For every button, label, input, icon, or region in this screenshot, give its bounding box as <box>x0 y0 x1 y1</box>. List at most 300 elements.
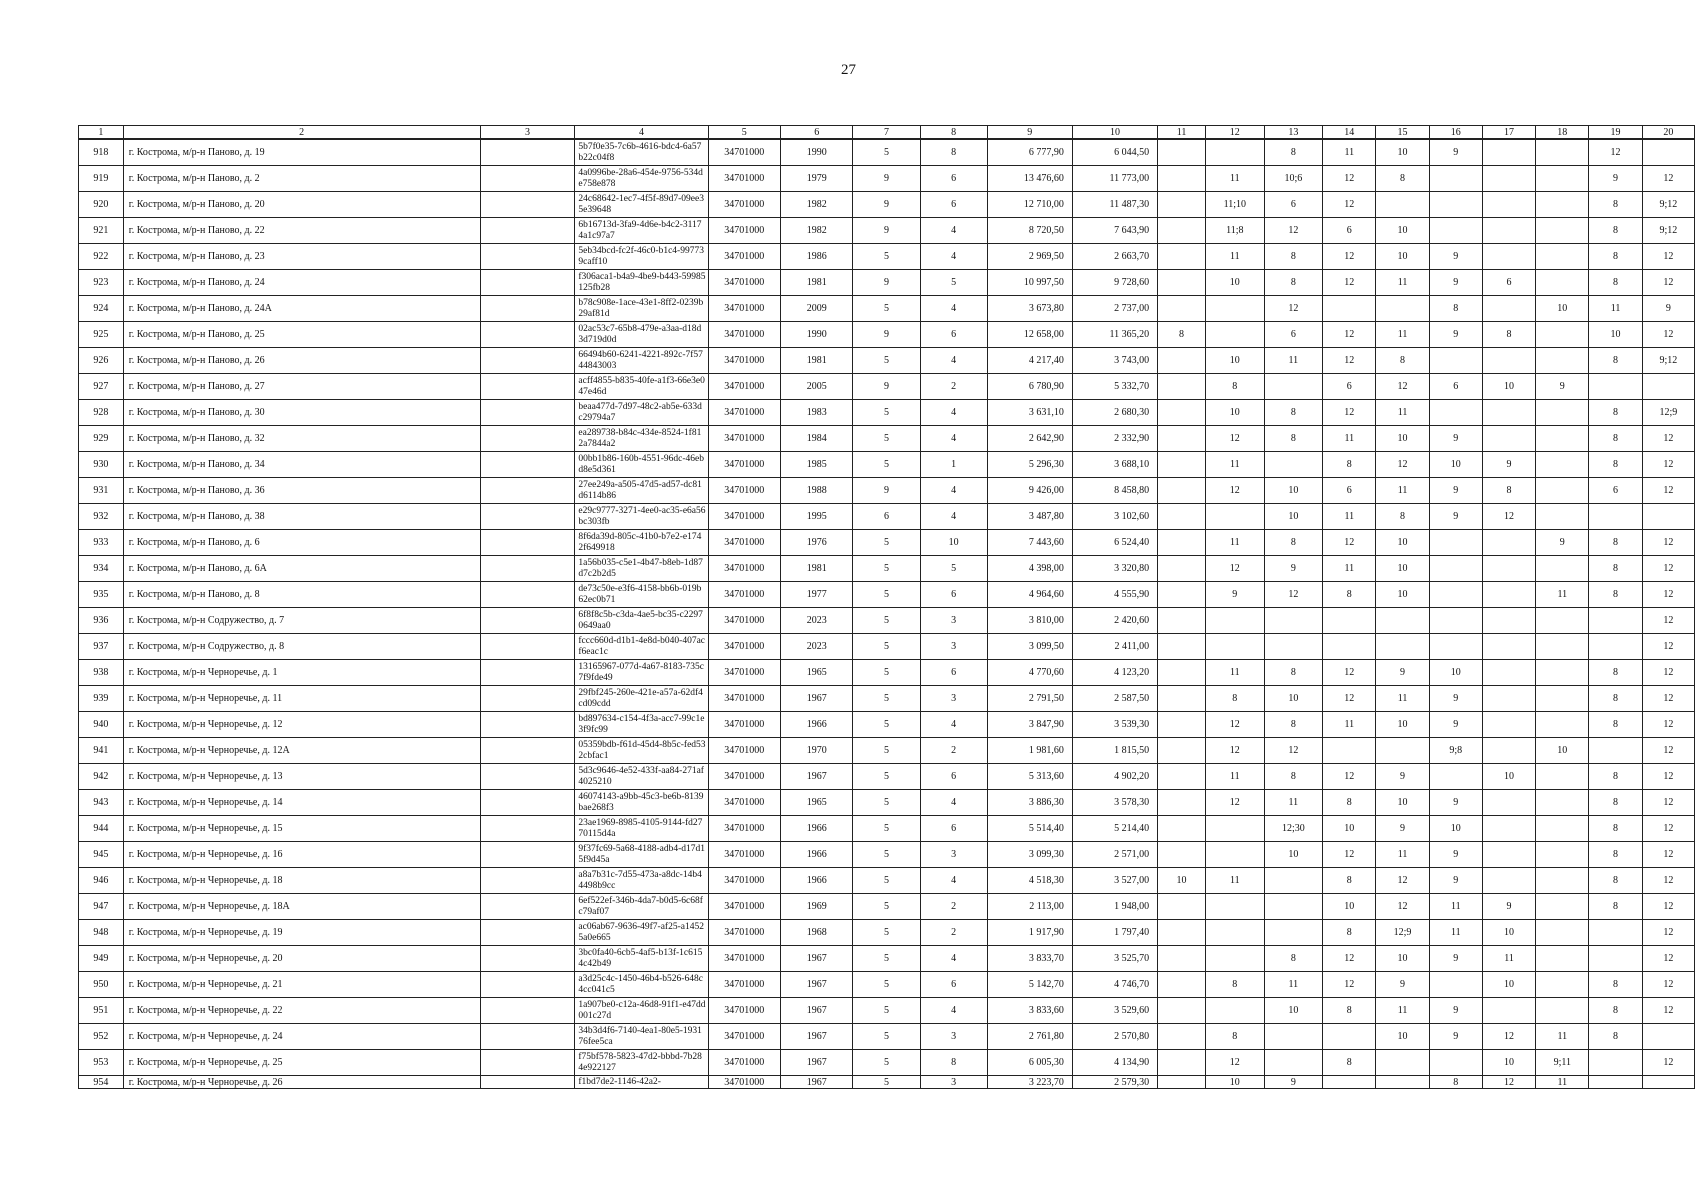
table-cell: 927 <box>79 374 124 400</box>
table-cell: 34701000 <box>708 192 780 218</box>
table-cell: г. Кострома, м/р-н Черноречье, д. 13 <box>123 764 480 790</box>
table-cell <box>480 842 575 868</box>
table-cell <box>480 1024 575 1050</box>
table-cell: 5 <box>853 1024 920 1050</box>
table-cell <box>1158 686 1206 712</box>
table-body <box>79 139 1695 1089</box>
table-cell: 12 <box>1482 504 1535 530</box>
table-cell: 34701000 <box>708 972 780 998</box>
table-cell: 9 <box>1429 842 1482 868</box>
table-cell: 5 <box>853 686 920 712</box>
table-cell: 2005 <box>780 374 852 400</box>
table-row <box>79 764 1695 790</box>
table-cell: 943 <box>79 790 124 816</box>
table-cell: г. Кострома, м/р-н Черноречье, д. 1 <box>123 660 480 686</box>
table-cell: 918 <box>79 139 124 166</box>
table-cell: 8 <box>1589 452 1642 478</box>
table-cell: 12 <box>1323 946 1376 972</box>
column-header: 13 <box>1264 126 1323 140</box>
table-cell: 12 <box>1264 296 1323 322</box>
table-cell: 4 134,90 <box>1072 1050 1157 1076</box>
column-header: 3 <box>480 126 575 140</box>
table-cell <box>1482 816 1535 842</box>
table-cell: 10 <box>1482 920 1535 946</box>
table-cell: 2 680,30 <box>1072 400 1157 426</box>
table-cell: г. Кострома, м/р-н Черноречье, д. 20 <box>123 946 480 972</box>
table-cell: 5 <box>920 270 987 296</box>
table-cell: 3 527,00 <box>1072 868 1157 894</box>
table-cell: 947 <box>79 894 124 920</box>
table-cell: 9f37fc69-5a68-4188-adb4-d17d15f9d45a <box>575 842 708 868</box>
table-cell: 34701000 <box>708 790 780 816</box>
table-cell: 8 <box>1264 712 1323 738</box>
column-number-header-row <box>79 126 1695 140</box>
table-cell: 9;12 <box>1642 192 1694 218</box>
table-cell <box>1536 790 1589 816</box>
table-cell <box>480 374 575 400</box>
table-cell <box>1158 712 1206 738</box>
table-row <box>79 582 1695 608</box>
table-row <box>79 816 1695 842</box>
table-cell: 11 <box>1323 712 1376 738</box>
table-cell: 5 <box>853 139 920 166</box>
table-row <box>79 998 1695 1024</box>
table-row <box>79 322 1695 348</box>
table-cell: 3 320,80 <box>1072 556 1157 582</box>
table-cell <box>480 790 575 816</box>
table-cell <box>1536 556 1589 582</box>
table-cell: 13165967-077d-4a67-8183-735c7f9fde49 <box>575 660 708 686</box>
table-cell: 34701000 <box>708 296 780 322</box>
table-cell: 12 <box>1642 1050 1694 1076</box>
table-cell: 9 <box>1429 946 1482 972</box>
table-cell: 1988 <box>780 478 852 504</box>
table-cell: 8 <box>1264 946 1323 972</box>
table-cell: 9 <box>1429 712 1482 738</box>
table-cell: 5 <box>853 790 920 816</box>
table-cell: 928 <box>79 400 124 426</box>
table-cell: 12 <box>1642 452 1694 478</box>
table-cell: 2 <box>920 920 987 946</box>
column-header: 9 <box>987 126 1072 140</box>
table-cell: 9 <box>1429 790 1482 816</box>
table-cell: 929 <box>79 426 124 452</box>
table-cell: 34b3d4f6-7140-4ea1-80e5-193176fee5ca <box>575 1024 708 1050</box>
table-cell <box>1482 192 1535 218</box>
table-row <box>79 348 1695 374</box>
table-cell <box>1158 400 1206 426</box>
table-cell: 5 <box>853 348 920 374</box>
table-cell: 29fbf245-260e-421e-a57a-62df4cd09cdd <box>575 686 708 712</box>
table-cell: 8 <box>1264 270 1323 296</box>
table-cell: acff4855-b835-40fe-a1f3-66e3e047e46d <box>575 374 708 400</box>
table-cell: 3 743,00 <box>1072 348 1157 374</box>
table-cell: 937 <box>79 634 124 660</box>
table-cell: 3 099,30 <box>987 842 1072 868</box>
table-cell: 8 <box>1206 686 1265 712</box>
table-cell: 2 <box>920 894 987 920</box>
table-cell: г. Кострома, м/р-н Содружество, д. 8 <box>123 634 480 660</box>
table-cell: г. Кострома, м/р-н Паново, д. 24А <box>123 296 480 322</box>
column-header: 12 <box>1206 126 1265 140</box>
table-cell <box>1158 296 1206 322</box>
table-cell: 34701000 <box>708 686 780 712</box>
table-cell <box>1158 972 1206 998</box>
table-cell <box>1482 998 1535 1024</box>
table-cell: 34701000 <box>708 478 780 504</box>
table-cell: 936 <box>79 608 124 634</box>
table-cell: 10 <box>1536 296 1589 322</box>
table-cell <box>1429 556 1482 582</box>
table-cell: 5 <box>853 244 920 270</box>
table-cell: 1967 <box>780 764 852 790</box>
table-cell: 6 044,50 <box>1072 139 1157 166</box>
table-cell: 5 142,70 <box>987 972 1072 998</box>
table-cell: 6b16713d-3fa9-4d6e-b4c2-31174a1c97a7 <box>575 218 708 244</box>
table-cell: 1981 <box>780 270 852 296</box>
table-cell: 6f8f8c5b-c3da-4ae5-bc35-c22970649aa0 <box>575 608 708 634</box>
table-cell: 10 <box>1376 139 1429 166</box>
table-cell <box>1158 218 1206 244</box>
table-cell <box>480 712 575 738</box>
table-cell: 10 <box>1206 400 1265 426</box>
table-cell <box>1482 218 1535 244</box>
table-cell <box>1642 374 1694 400</box>
table-cell: г. Кострома, м/р-н Паново, д. 25 <box>123 322 480 348</box>
table-cell: 8 458,80 <box>1072 478 1157 504</box>
table-cell <box>1536 816 1589 842</box>
table-cell <box>1158 139 1206 166</box>
table-cell: 5 <box>853 816 920 842</box>
table-cell: 9 <box>1429 1024 1482 1050</box>
table-cell: 8 <box>1482 478 1535 504</box>
table-cell: 1990 <box>780 322 852 348</box>
table-cell: 6 <box>920 816 987 842</box>
table-cell: 8 <box>1589 426 1642 452</box>
table-cell: 1977 <box>780 582 852 608</box>
table-cell: 12 <box>1264 738 1323 764</box>
table-cell: 11 <box>1264 348 1323 374</box>
column-header: 4 <box>575 126 708 140</box>
table-cell <box>480 634 575 660</box>
table-cell: 12 <box>1642 764 1694 790</box>
table-cell: 9 426,00 <box>987 478 1072 504</box>
table-cell: 2 420,60 <box>1072 608 1157 634</box>
table-cell: 6 <box>1482 270 1535 296</box>
table-cell: 8 <box>1589 842 1642 868</box>
table-cell: 10 <box>1376 426 1429 452</box>
table-cell: 12 <box>1642 894 1694 920</box>
table-cell: 10 <box>1323 894 1376 920</box>
table-cell: 8 <box>1206 1024 1265 1050</box>
table-row <box>79 139 1695 166</box>
table-cell: 1a907be0-c12a-46d8-91f1-e47dd001c27d <box>575 998 708 1024</box>
table-cell <box>1158 1076 1206 1089</box>
column-header: 19 <box>1589 126 1642 140</box>
table-cell: 946 <box>79 868 124 894</box>
table-cell: de73c50e-e3f6-4158-bb6b-019b62ec0b71 <box>575 582 708 608</box>
table-cell <box>1206 920 1265 946</box>
table-cell: bd897634-c154-4f3a-acc7-99c1e3f9fc99 <box>575 712 708 738</box>
table-cell <box>480 946 575 972</box>
table-cell: 12 <box>1206 790 1265 816</box>
table-cell: 12 <box>1323 192 1376 218</box>
table-cell: 1984 <box>780 426 852 452</box>
table-cell: 9 <box>853 322 920 348</box>
table-cell: 4 <box>920 946 987 972</box>
table-cell: 11 <box>1376 270 1429 296</box>
table-cell: 12 <box>1206 712 1265 738</box>
table-row <box>79 868 1695 894</box>
table-cell: 6 <box>1429 374 1482 400</box>
table-cell <box>1536 348 1589 374</box>
table-cell: 10 <box>1264 504 1323 530</box>
housing-registry-table <box>78 125 1695 1089</box>
table-cell: 5 <box>853 452 920 478</box>
table-cell: 10 <box>1323 816 1376 842</box>
table-cell <box>1536 946 1589 972</box>
table-row <box>79 270 1695 296</box>
table-cell: 10 <box>1376 556 1429 582</box>
table-cell <box>1482 296 1535 322</box>
table-row <box>79 660 1695 686</box>
table-cell <box>1482 139 1535 166</box>
table-cell: 12 <box>1264 582 1323 608</box>
table-cell: 6 <box>920 764 987 790</box>
table-cell: 4 746,70 <box>1072 972 1157 998</box>
table-cell <box>1264 608 1323 634</box>
table-cell <box>1323 634 1376 660</box>
table-cell: 5 <box>853 400 920 426</box>
table-cell: г. Кострома, м/р-н Паново, д. 22 <box>123 218 480 244</box>
table-cell: 1967 <box>780 1024 852 1050</box>
table-cell: 11 <box>1323 426 1376 452</box>
table-cell: 1969 <box>780 894 852 920</box>
table-cell: 1986 <box>780 244 852 270</box>
table-cell: 12 <box>1206 426 1265 452</box>
table-cell: 12 <box>1589 139 1642 166</box>
table-cell: г. Кострома, м/р-н Паново, д. 6 <box>123 530 480 556</box>
table-cell: г. Кострома, м/р-н Черноречье, д. 18 <box>123 868 480 894</box>
table-cell <box>1536 504 1589 530</box>
table-cell <box>1376 296 1429 322</box>
table-cell: 2 642,90 <box>987 426 1072 452</box>
table-cell: 4 <box>920 296 987 322</box>
column-header: 18 <box>1536 126 1589 140</box>
table-cell: 5 <box>853 712 920 738</box>
table-cell: 12 <box>1642 270 1694 296</box>
table-cell: 8 <box>1323 1050 1376 1076</box>
table-cell: 8 <box>920 1050 987 1076</box>
table-cell <box>1429 1050 1482 1076</box>
table-row <box>79 478 1695 504</box>
table-cell: 10 <box>1482 374 1535 400</box>
table-cell: 951 <box>79 998 124 1024</box>
table-cell <box>480 556 575 582</box>
table-cell <box>1158 608 1206 634</box>
table-cell: 8 <box>1589 972 1642 998</box>
table-cell <box>1536 218 1589 244</box>
table-cell: 11 <box>1206 530 1265 556</box>
table-cell: 3bc0fa40-6cb5-4af5-b13f-1c6154c42b49 <box>575 946 708 972</box>
table-cell: 4a0996be-28a6-454e-9756-534de758e878 <box>575 166 708 192</box>
table-cell: 8 <box>1589 192 1642 218</box>
table-row <box>79 1076 1695 1089</box>
table-cell: 4 <box>920 244 987 270</box>
table-cell <box>1376 608 1429 634</box>
table-cell: 10 <box>1429 816 1482 842</box>
table-cell: 34701000 <box>708 1024 780 1050</box>
table-cell: 34701000 <box>708 400 780 426</box>
table-cell <box>480 816 575 842</box>
table-cell <box>480 1076 575 1089</box>
table-cell: 11 <box>1323 556 1376 582</box>
table-cell: 1a56b035-c5e1-4b47-b8eb-1d87d7c2b2d5 <box>575 556 708 582</box>
table-cell: 12 <box>1642 530 1694 556</box>
table-cell: 8 <box>1323 998 1376 1024</box>
table-cell: 12 <box>1323 842 1376 868</box>
table-cell: 3 833,70 <box>987 946 1072 972</box>
table-cell: 6 780,90 <box>987 374 1072 400</box>
table-cell <box>1589 374 1642 400</box>
table-cell: f306aca1-b4a9-4be9-b443-59985125fb28 <box>575 270 708 296</box>
table-cell: 1982 <box>780 192 852 218</box>
table-cell: 8 <box>1589 790 1642 816</box>
table-cell: 8 <box>1589 270 1642 296</box>
table-cell: 34701000 <box>708 738 780 764</box>
page-number: 27 <box>841 62 856 78</box>
table-cell: 5 <box>853 998 920 1024</box>
table-cell: 46074143-a9bb-45c3-be6b-8139bae268f3 <box>575 790 708 816</box>
table-cell <box>480 270 575 296</box>
table-cell: 02ac53c7-65b8-479e-a3aa-d18d3d719d0d <box>575 322 708 348</box>
table-cell: 12 <box>1642 712 1694 738</box>
table-cell: 8 <box>1264 426 1323 452</box>
table-cell: 11 <box>1323 504 1376 530</box>
table-cell: 8 <box>1589 816 1642 842</box>
table-cell: 3 578,30 <box>1072 790 1157 816</box>
table-cell: 3 <box>920 608 987 634</box>
table-cell: 923 <box>79 270 124 296</box>
table-cell: beaa477d-7d97-48c2-ab5e-633dc29794a7 <box>575 400 708 426</box>
table-cell: г. Кострома, м/р-н Паново, д. 2 <box>123 166 480 192</box>
table-cell <box>480 452 575 478</box>
column-header: 7 <box>853 126 920 140</box>
table-cell: 6 <box>1589 478 1642 504</box>
table-row <box>79 452 1695 478</box>
table-cell: 10 <box>1264 842 1323 868</box>
table-cell: 12 <box>1482 1024 1535 1050</box>
table-cell: 23ae1969-8985-4105-9144-fd2770115d4a <box>575 816 708 842</box>
table-cell: г. Кострома, м/р-н Паново, д. 24 <box>123 270 480 296</box>
table-cell: 10 <box>1376 1024 1429 1050</box>
table-cell: 3 099,50 <box>987 634 1072 660</box>
table-cell: 11 773,00 <box>1072 166 1157 192</box>
table-cell: 9 <box>1429 426 1482 452</box>
table-cell: 10 <box>1536 738 1589 764</box>
table-cell: 34701000 <box>708 426 780 452</box>
table-cell: 3 539,30 <box>1072 712 1157 738</box>
table-cell: 9 <box>853 270 920 296</box>
table-cell: 8f6da39d-805c-41b0-b7e2-e1742f649918 <box>575 530 708 556</box>
table-cell: 8 <box>1264 660 1323 686</box>
table-cell: 11 <box>1264 790 1323 816</box>
table-row <box>79 244 1695 270</box>
table-cell <box>480 192 575 218</box>
table-cell <box>1429 218 1482 244</box>
column-header: 14 <box>1323 126 1376 140</box>
table-cell: 34701000 <box>708 712 780 738</box>
table-cell: 6 <box>1323 374 1376 400</box>
table-cell: 1985 <box>780 452 852 478</box>
table-cell: 8 <box>1589 712 1642 738</box>
column-header: 16 <box>1429 126 1482 140</box>
table-cell: 934 <box>79 556 124 582</box>
table-cell: 6 005,30 <box>987 1050 1072 1076</box>
table-cell: 8 <box>1158 322 1206 348</box>
table-cell: 8 <box>1376 166 1429 192</box>
table-cell: 3 833,60 <box>987 998 1072 1024</box>
table-cell <box>1158 556 1206 582</box>
table-cell: 6 <box>853 504 920 530</box>
table-cell: г. Кострома, м/р-н Черноречье, д. 15 <box>123 816 480 842</box>
table-cell: 4 <box>920 998 987 1024</box>
table-cell <box>1536 270 1589 296</box>
table-cell <box>1536 139 1589 166</box>
table-cell <box>1264 634 1323 660</box>
table-cell <box>1158 348 1206 374</box>
table-cell: 12 <box>1376 452 1429 478</box>
table-cell: 3 <box>920 634 987 660</box>
table-cell: 11 <box>1376 686 1429 712</box>
table-cell: 3 487,80 <box>987 504 1072 530</box>
table-cell: 8 <box>1429 1076 1482 1089</box>
table-cell <box>1589 738 1642 764</box>
table-cell: 6 <box>920 972 987 998</box>
table-cell: 8 <box>1589 998 1642 1024</box>
table-cell <box>480 738 575 764</box>
table-cell: 9 <box>1482 452 1535 478</box>
table-cell: fccc660d-d1b1-4e8d-b040-407acf6eac1c <box>575 634 708 660</box>
table-cell: 5 214,40 <box>1072 816 1157 842</box>
table-cell <box>1158 920 1206 946</box>
table-cell: 952 <box>79 1024 124 1050</box>
table-cell: 34701000 <box>708 374 780 400</box>
table-cell <box>1158 790 1206 816</box>
table-cell: 00bb1b86-160b-4551-96dc-46ebd8e5d361 <box>575 452 708 478</box>
table-cell: 9 <box>1429 139 1482 166</box>
table-row <box>79 374 1695 400</box>
table-cell: 1970 <box>780 738 852 764</box>
table-row <box>79 556 1695 582</box>
table-cell: 2 761,80 <box>987 1024 1072 1050</box>
table-cell: 1976 <box>780 530 852 556</box>
table-cell: 11 <box>1376 842 1429 868</box>
table-cell: 8 <box>1323 582 1376 608</box>
column-header: 2 <box>123 126 480 140</box>
table-cell: 34701000 <box>708 322 780 348</box>
table-cell: 939 <box>79 686 124 712</box>
table-cell <box>1536 192 1589 218</box>
table-row <box>79 296 1695 322</box>
table-cell <box>480 868 575 894</box>
table-cell: 10 <box>1264 686 1323 712</box>
table-cell <box>1158 764 1206 790</box>
table-cell: 9;11 <box>1536 1050 1589 1076</box>
table-row <box>79 530 1695 556</box>
table-cell: г. Кострома, м/р-н Паново, д. 19 <box>123 139 480 166</box>
table-cell: г. Кострома, м/р-н Черноречье, д. 16 <box>123 842 480 868</box>
